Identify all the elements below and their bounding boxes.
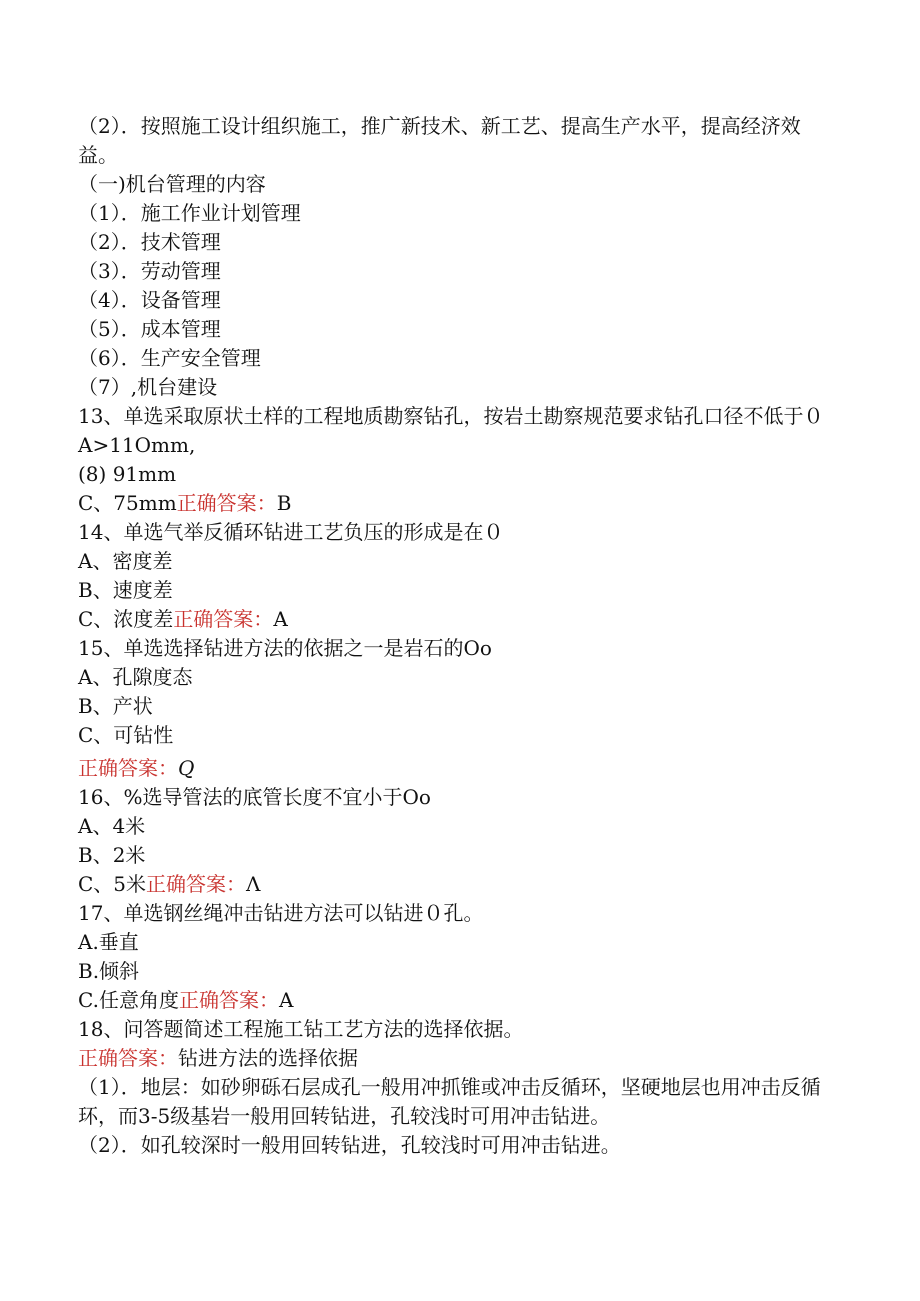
question-16-option-b: B、2米	[78, 843, 146, 867]
question-13-option-c-row	[78, 489, 828, 518]
intro-list-item: （3）．劳动管理	[78, 259, 221, 283]
question-16-stem: 16、%选导管法的底管长度不宜小于Oo	[78, 785, 431, 809]
question-18-answer-intro: 钻进方法的选择依据	[178, 1046, 358, 1070]
question-14-option-a: A、密度差	[78, 549, 173, 573]
question-16-option-c: C、5米	[78, 872, 147, 896]
question-15-answer: Q	[178, 756, 195, 780]
question-14-option-c-row	[78, 605, 828, 634]
question-14-option-c: C、浓度差	[78, 607, 174, 631]
question-14-stem: 14、单选气举反循环钻进工艺负压的形成是在０	[78, 520, 504, 544]
question-15-stem: 15、单选选择钻进方法的依据之一是岩石的Oo	[78, 636, 492, 660]
question-18-point-2: （2）．如孔较深时一般用回转钻进，孔较浅时可用冲击钻进。	[78, 1133, 621, 1157]
question-15-option-a: A、孔隙度态	[78, 665, 193, 689]
question-13-option-c: C、75mm	[78, 491, 177, 515]
answer-label: 正确答案：	[78, 756, 178, 780]
question-16-option-a: A、4米	[78, 814, 146, 838]
question-14-answer: A	[273, 607, 288, 631]
question-18-stem: 18、问答题简述工程施工钻工艺方法的选择依据。	[78, 1017, 524, 1041]
answer-label: 正确答案：	[146, 872, 247, 896]
document-page	[78, 112, 828, 1160]
question-18-point-1: （1）．地层：如砂卵砾石层成孔一般用冲抓锥或冲击反循环，坚硬地层也用冲击反循环，而3-5级基岩一般用回转钻进，孔较浅时可用冲击钻进。	[78, 1075, 821, 1128]
question-14-option-b: B、速度差	[78, 578, 173, 602]
question-13-answer: B	[276, 491, 292, 515]
answer-label: 正确答案：	[78, 1046, 178, 1070]
question-18-answer-row	[78, 1044, 828, 1073]
answer-label: 正确答案：	[173, 607, 274, 631]
question-16-answer: Λ	[246, 872, 261, 896]
question-15-answer-row	[78, 754, 828, 783]
intro-list-item: （6）．生产安全管理	[78, 346, 261, 370]
question-17-option-c-row	[78, 986, 828, 1015]
question-17-option-c: C.任意角度	[78, 988, 179, 1012]
question-17-answer: A	[278, 988, 294, 1012]
question-13-option-b: (8) 91mm	[78, 462, 177, 486]
question-17-option-a: A.垂直	[78, 930, 139, 954]
intro-list-item: （1）．施工作业计划管理	[78, 201, 301, 225]
intro-list-item: （4）．设备管理	[78, 288, 221, 312]
answer-label: 正确答案：	[176, 491, 277, 515]
intro-list-item: （2）．技术管理	[78, 230, 221, 254]
question-13-stem: 13、单选采取原状土样的工程地质勘察钻孔，按岩土勘察规范要求钻孔口径不低于０	[78, 404, 824, 428]
answer-label: 正确答案：	[178, 988, 279, 1012]
section-title: （一)机台管理的内容	[78, 172, 266, 196]
question-15-option-b: B、产状	[78, 694, 153, 718]
question-13-option-a: A>11Omm,	[78, 433, 196, 457]
question-15-option-c: C、可钻性	[78, 723, 174, 747]
question-17-option-b: B.倾斜	[78, 959, 140, 983]
intro-list-item: （5）．成本管理	[78, 317, 221, 341]
intro-item-2: （2）．按照施工设计组织施工，推广新技术、新工艺、提高生产水平，提高经济效益。	[78, 114, 801, 167]
question-16-option-c-row	[78, 870, 828, 899]
intro-list-item: （7）,机台建设	[78, 375, 218, 399]
question-17-stem: 17、单选钢丝绳冲击钻进方法可以钻进０孔。	[78, 901, 484, 925]
